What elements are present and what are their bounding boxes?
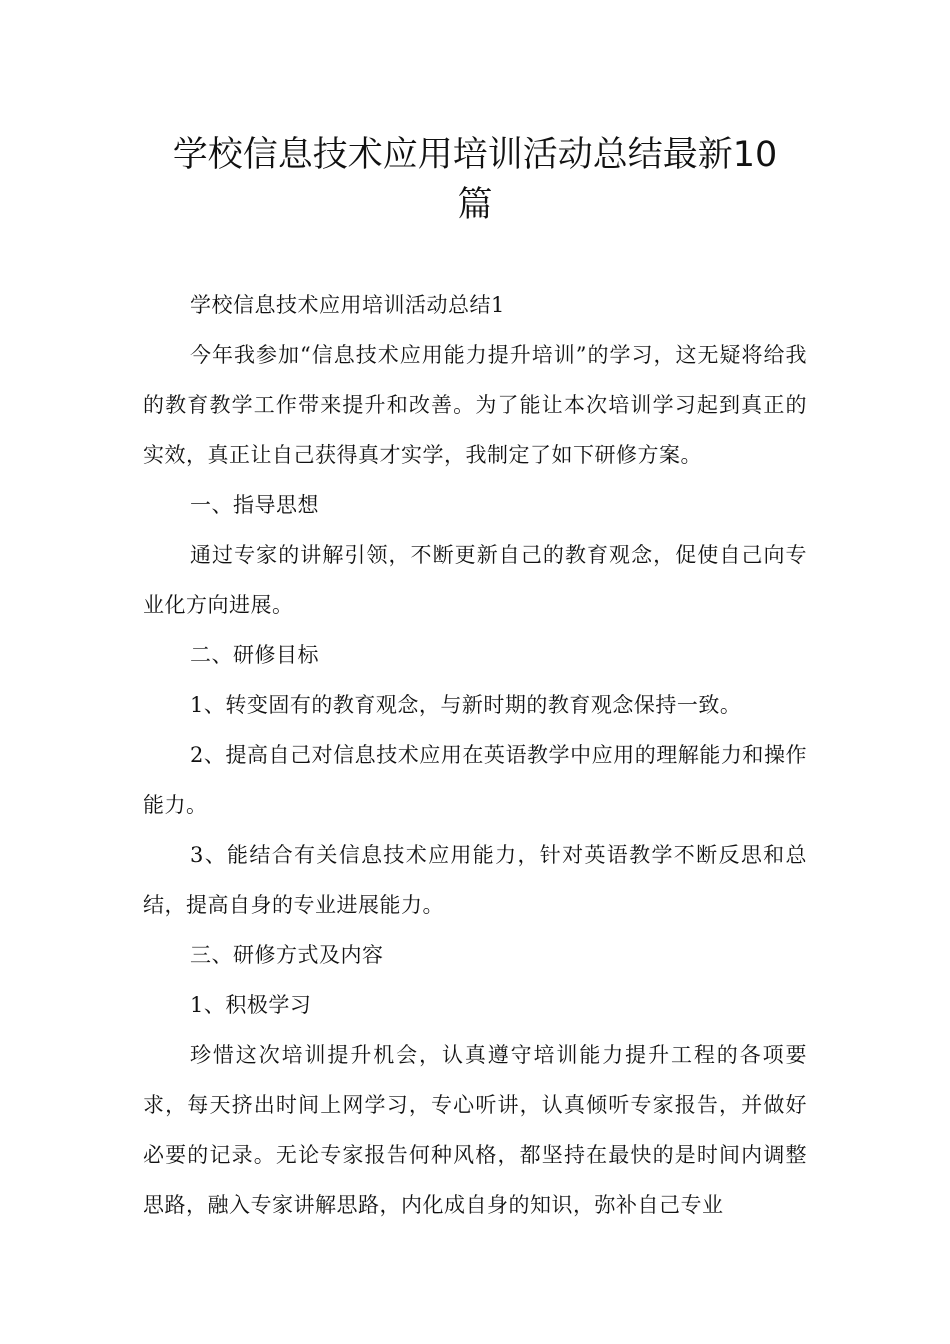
title-line-2: 篇 [457,185,493,225]
list-item: 1、转变固有的教育观念，与新时期的教育观念保持一致。 [190,693,742,717]
document-title [130,130,820,230]
list-item: 1、积极学习 [190,993,312,1017]
list-item: 3、能结合有关信息技术应用能力，针对英语教学不断反思和总结，提高自身的专业进展能力。 [143,843,807,917]
section-heading: 学校信息技术应用培训活动总结1 [190,293,505,317]
paragraph: 通过专家的讲解引领，不断更新自己的教育观念，促使自己向专业化方向进展。 [143,543,807,617]
title-line-1: 学校信息技术应用培训活动总结最新10 [172,135,778,175]
paragraph: 珍惜这次培训提升机会，认真遵守培训能力提升工程的各项要求，每天挤出时间上网学习，专心听讲，认真倾听专家报告，并做好必要的记录。无论专家报告何种风格，都坚持在最快的是时间内调整思路，融入专家讲解思路，内化成自身的知识，弥补自己专业 [143,1043,807,1217]
section-heading: 二、研修目标 [190,643,319,667]
section-heading: 三、研修方式及内容 [190,943,384,967]
paragraph: 今年我参加“信息技术应用能力提升培训”的学习，这无疑将给我的教育教学工作带来提升和改善。为了能让本次培训学习起到真正的实效，真正让自己获得真才实学，我制定了如下研修方案。 [143,343,807,467]
document-body [143,280,807,1230]
section-heading: 一、指导思想 [190,493,319,517]
list-item: 2、提高自己对信息技术应用在英语教学中应用的理解能力和操作能力。 [143,743,807,817]
